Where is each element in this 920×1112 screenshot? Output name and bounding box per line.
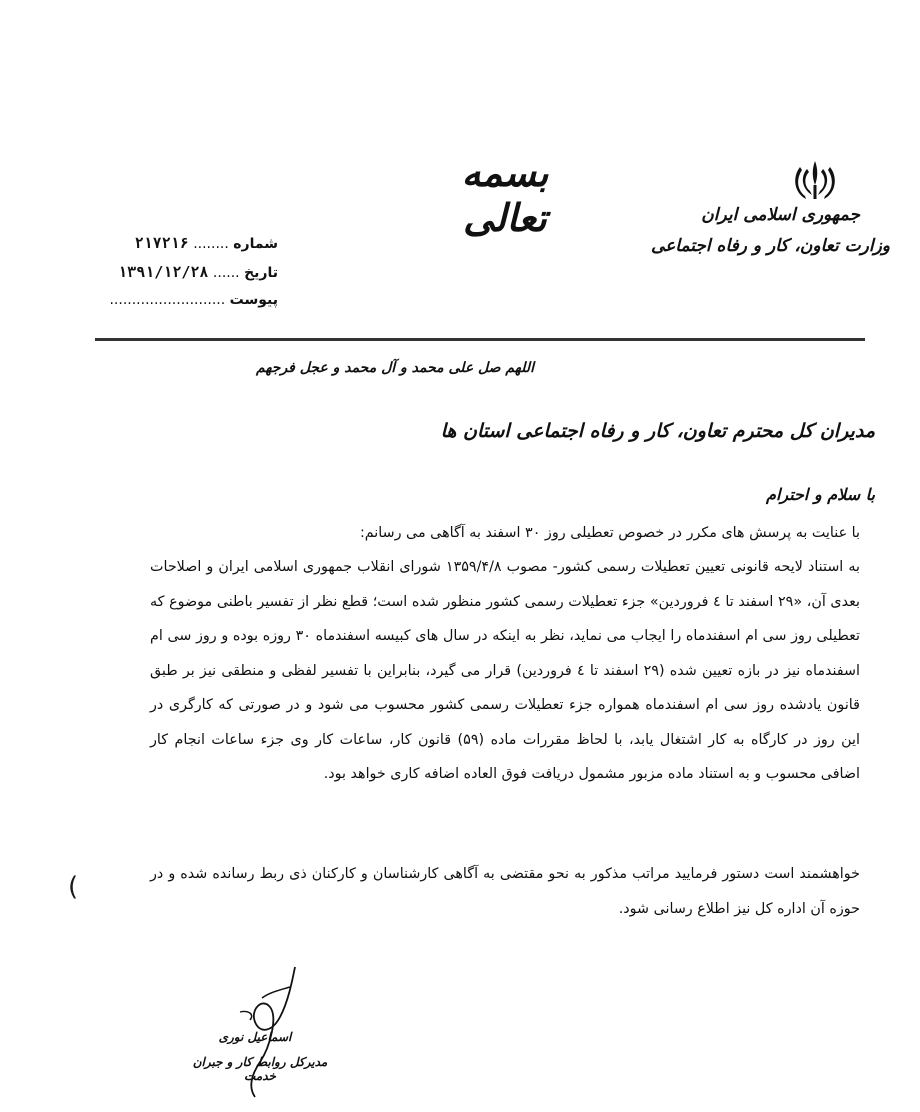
letter-number: شماره ........ ۲۱۷۲۱۶ bbox=[134, 234, 278, 252]
closing-paragraph: خواهشمند است دستور فرمایید مراتب مذکور به نحو مقتضی به آگاهی کارشناسان و کارکنان ذی ربط رسانده شده و در حوزه آن اداره کل نیز اطلاع رسانی شود. bbox=[150, 866, 860, 917]
number-value: ۲۱۷۲۱۶ bbox=[134, 234, 189, 252]
greeting: با سلام و احترام bbox=[766, 485, 875, 504]
signatory-title: مدیرکل روابط کار و جبران خدمت bbox=[192, 1055, 328, 1083]
letter-date: تاریخ ...... ۱۳۹۱/۱۲/۲۸ bbox=[118, 263, 278, 281]
iran-emblem-icon bbox=[790, 155, 840, 205]
number-label: شماره bbox=[233, 236, 278, 252]
intro-paragraph: با عنایت به پرسش های مکرر در خصوص تعطیلی روز ۳۰ اسفند به آگاهی می رسانم: bbox=[359, 525, 860, 541]
bismillah-heading: بسمه تعالی bbox=[461, 150, 549, 240]
date-label: تاریخ bbox=[244, 265, 278, 281]
org-ministry: وزارت تعاون، کار و رفاه اجتماعی bbox=[650, 236, 890, 256]
org-country: جمهوری اسلامی ایران bbox=[701, 205, 860, 225]
letter-attachment: پیوست .......................... bbox=[109, 292, 278, 308]
salawat-line: اللهم صل علی محمد و آل محمد و عجل فرجهم bbox=[256, 360, 534, 376]
recipient: مدیران کل محترم تعاون، کار و رفاه اجتماعی استان ها bbox=[440, 420, 875, 442]
date-value: ۱۳۹۱/۱۲/۲۸ bbox=[118, 263, 209, 281]
header-divider bbox=[95, 338, 865, 341]
signatory-name: اسماعیل نوری bbox=[218, 1030, 292, 1044]
attachment-label: پیوست bbox=[229, 292, 278, 308]
main-paragraph: به استناد لایحه قانونی تعیین تعطیلات رسمی کشور- مصوب ۱۳۵۹/۴/۸ شورای انقلاب جمهوری اسلامی ایران و اصلاحات بعدی آن، «۲۹ اسفند تا ٤ فروردین» جزء تعطیلات رسمی کشور منظور شده است؛ قطع نظر از تفسیر باطنی موضوع که تعطیلی روز سی ام اسفندماه را ایجاب می نماید، نظر به اینکه در سال های کبیسه اسفندماه ۳۰ روزه بوده و روز سی ام اسفندماه نیز در بازه تعیین شده (۲۹ اسفند تا ٤ فروردین) قرار می گیرد، بنابراین با تفسیر لفظی و منطقی نیز بر طبق قانون یادشده روز سی ام اسفندماه همواره جزء تعطیلات رسمی کشور محسوب می شود و در صورتی که کارگری در این روز در کارگاه به کار اشتغال یابد، با لحاظ مقررات ماده (۵۹) قانون کار، ساعات کار وی جزء ساعات انجام کار اضافی محسوب و به استناد ماده مزبور مشمول دریافت فوق العاده اضافه کاری خواهد بود. bbox=[150, 559, 860, 782]
margin-mark: ( bbox=[68, 872, 79, 902]
